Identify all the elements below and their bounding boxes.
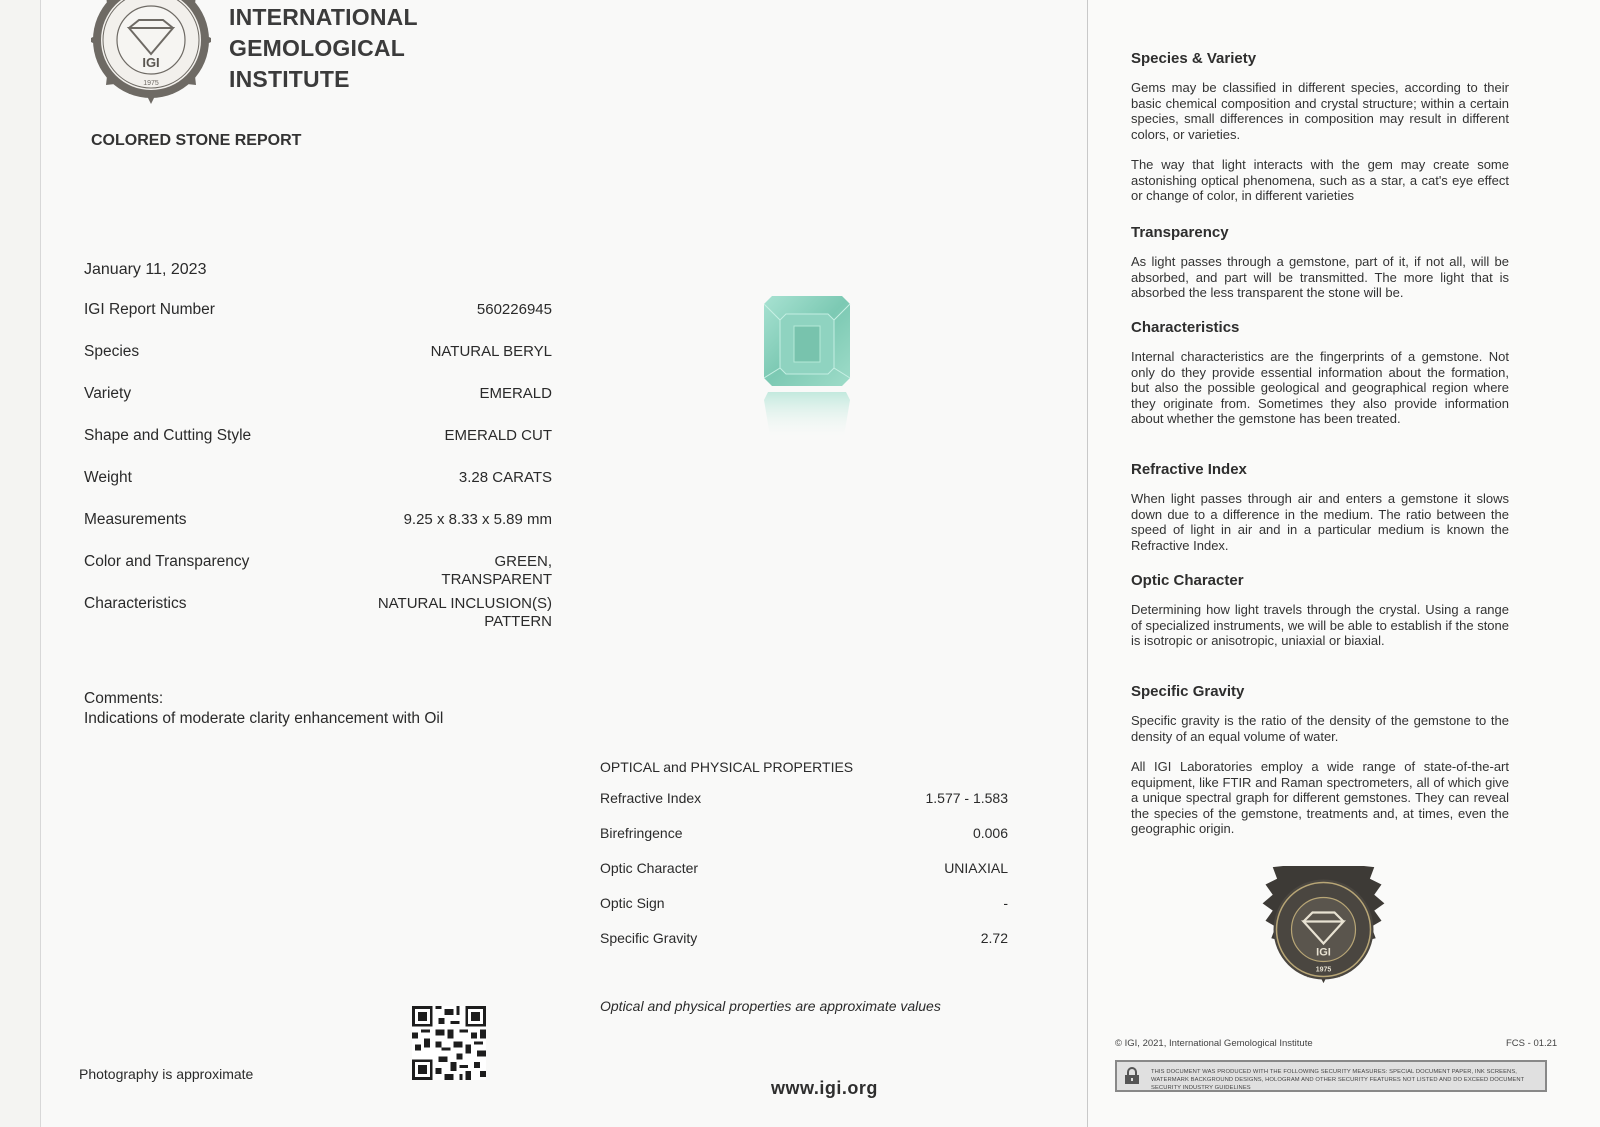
optical-label: Optic Character bbox=[600, 860, 699, 876]
report-front-panel bbox=[40, 0, 565, 1127]
info-paragraph: When light passes through air and enters a gemstone it slows down due to a difference in the medium. The ratio between the speed of light in air and in a particular medium is known the Refractive Index. bbox=[1131, 491, 1509, 553]
svg-text:1975: 1975 bbox=[143, 80, 159, 87]
report-title: COLORED STONE REPORT bbox=[91, 132, 302, 149]
optical-value: 0.006 bbox=[972, 825, 1008, 841]
igi-seal-logo bbox=[91, 0, 211, 108]
report-info-panel bbox=[1088, 0, 1600, 1127]
info-section-refractive-index bbox=[1131, 461, 1509, 553]
info-section-optic-character bbox=[1131, 572, 1509, 649]
report-date: January 11, 2023 bbox=[84, 261, 207, 278]
field-value: EMERALD CUT bbox=[444, 427, 552, 444]
report-middle-panel bbox=[564, 0, 1088, 1127]
field-value: 9.25 x 8.33 x 5.89 mm bbox=[403, 511, 552, 528]
lock-icon bbox=[1123, 1067, 1141, 1085]
optical-note: Optical and physical properties are approximate values bbox=[600, 998, 941, 1014]
photography-note: Photography is approximate bbox=[79, 1066, 254, 1082]
copyright-notice: © IGI, 2021, International Gemological Institute bbox=[1115, 1038, 1313, 1049]
form-code: FCS - 01.21 bbox=[1506, 1038, 1558, 1049]
institute-name-line1: INTERNATIONAL bbox=[229, 4, 418, 30]
field-value: 3.28 CARATS bbox=[458, 469, 552, 486]
svg-text:IGI: IGI bbox=[1316, 946, 1331, 959]
optical-label: Birefringence bbox=[600, 825, 683, 841]
field-label: Color and Transparency bbox=[84, 553, 250, 570]
field-value: 560226945 bbox=[476, 301, 552, 318]
info-paragraph: Internal characteristics are the fingerprints of a gemstone. Not only do they provide essential information about the formation, but also the possible geological and geographical region where they originate from. Sometimes they also provide information about whether the gemstone has been treated. bbox=[1131, 349, 1509, 426]
svg-text:1975: 1975 bbox=[1315, 966, 1332, 974]
qr-code[interactable] bbox=[412, 1006, 486, 1080]
info-section-species-variety bbox=[1131, 50, 1509, 204]
field-value-line1: NATURAL INCLUSION(S) bbox=[377, 595, 552, 612]
field-label: Species bbox=[84, 343, 140, 360]
optical-label: Specific Gravity bbox=[600, 930, 698, 946]
field-label: Weight bbox=[84, 469, 132, 486]
igi-gold-seal bbox=[1261, 866, 1386, 993]
info-heading: Transparency bbox=[1131, 224, 1229, 241]
optical-label: Refractive Index bbox=[600, 790, 702, 806]
field-label: Measurements bbox=[84, 511, 187, 528]
info-paragraph: Specific gravity is the ratio of the density of the gemstone to the density of an equal volume of water. bbox=[1131, 713, 1509, 744]
field-value-line2: PATTERN bbox=[484, 613, 552, 630]
field-label: Characteristics bbox=[84, 595, 187, 612]
info-paragraph: The way that light interacts with the gem may create some astonishing optical phenomena, such as a star, a cat's eye effect or change of color, in different varieties bbox=[1131, 157, 1509, 203]
info-heading: Characteristics bbox=[1131, 319, 1240, 336]
security-text: THIS DOCUMENT WAS PRODUCED WITH THE FOLLOWING SECURITY MEASURES: SPECIAL DOCUMENT PAPER, INK SCREENS, WATERMARK BACKGROUND DESIGNS, HOLOGRAM AND OTHER SECURITY FEATURES NOT LISTED AND DO EXCEED DOCUMENT SECURITY INDUSTRY GUIDELINES bbox=[1151, 1069, 1525, 1091]
optical-value: 2.72 bbox=[980, 930, 1008, 946]
field-value: NATURAL BERYL bbox=[430, 343, 552, 360]
optical-value: - bbox=[1003, 895, 1008, 911]
info-paragraph: Determining how light travels through the crystal. Using a range of specialized instruments, we will be able to establish if the stone is isotropic or anisotropic, uniaxial or biaxial. bbox=[1131, 602, 1509, 648]
website-link[interactable]: www.igi.org bbox=[771, 1078, 878, 1098]
field-value-line1: GREEN, bbox=[494, 553, 552, 570]
info-section-characteristics bbox=[1131, 319, 1509, 427]
institute-name-line2: GEMOLOGICAL bbox=[229, 35, 405, 61]
optical-value: 1.577 - 1.583 bbox=[925, 790, 1008, 806]
svg-text:IGI: IGI bbox=[142, 55, 160, 70]
optical-value: UNIAXIAL bbox=[944, 860, 1008, 876]
info-paragraph: Gems may be classified in different species, according to their basic chemical composition and crystal structure; within a certain species, small differences in composition may result in different colors, or varieties. bbox=[1131, 80, 1509, 142]
emerald-gem-photo bbox=[764, 296, 854, 436]
optical-properties-title: OPTICAL and PHYSICAL PROPERTIES bbox=[600, 759, 854, 775]
info-section-specific-gravity bbox=[1131, 683, 1509, 837]
info-heading: Refractive Index bbox=[1131, 461, 1247, 478]
field-value bbox=[378, 595, 552, 631]
field-value: EMERALD bbox=[479, 385, 552, 402]
info-heading: Specific Gravity bbox=[1131, 683, 1245, 700]
optical-label: Optic Sign bbox=[600, 895, 665, 911]
info-section-transparency bbox=[1131, 224, 1509, 301]
info-heading: Optic Character bbox=[1131, 572, 1244, 589]
comments-label: Comments: bbox=[84, 690, 164, 707]
institute-name bbox=[229, 2, 418, 95]
comments-text: Indications of moderate clarity enhancement with Oil bbox=[84, 710, 444, 727]
field-label: Variety bbox=[84, 385, 132, 402]
security-strip bbox=[1115, 1060, 1547, 1092]
info-paragraph: All IGI Laboratories employ a wide range of state-of-the-art equipment, like FTIR and Raman spectrometers, all of which give a unique spectral graph for different gemstones. They can reveal the species of the gemstone, treatments and, at times, even the geographic origin. bbox=[1131, 759, 1509, 836]
info-heading: Species & Variety bbox=[1131, 50, 1257, 67]
info-paragraph: As light passes through a gemstone, part of it, if not all, will be absorbed, and part will be transmitted. The more light that is absorbed the less transparent the stone will be. bbox=[1131, 254, 1509, 300]
field-value bbox=[441, 553, 552, 589]
institute-name-line3: INSTITUTE bbox=[229, 66, 350, 92]
field-value-line2: TRANSPARENT bbox=[441, 571, 552, 588]
field-label: IGI Report Number bbox=[84, 301, 215, 318]
field-label: Shape and Cutting Style bbox=[84, 427, 252, 444]
